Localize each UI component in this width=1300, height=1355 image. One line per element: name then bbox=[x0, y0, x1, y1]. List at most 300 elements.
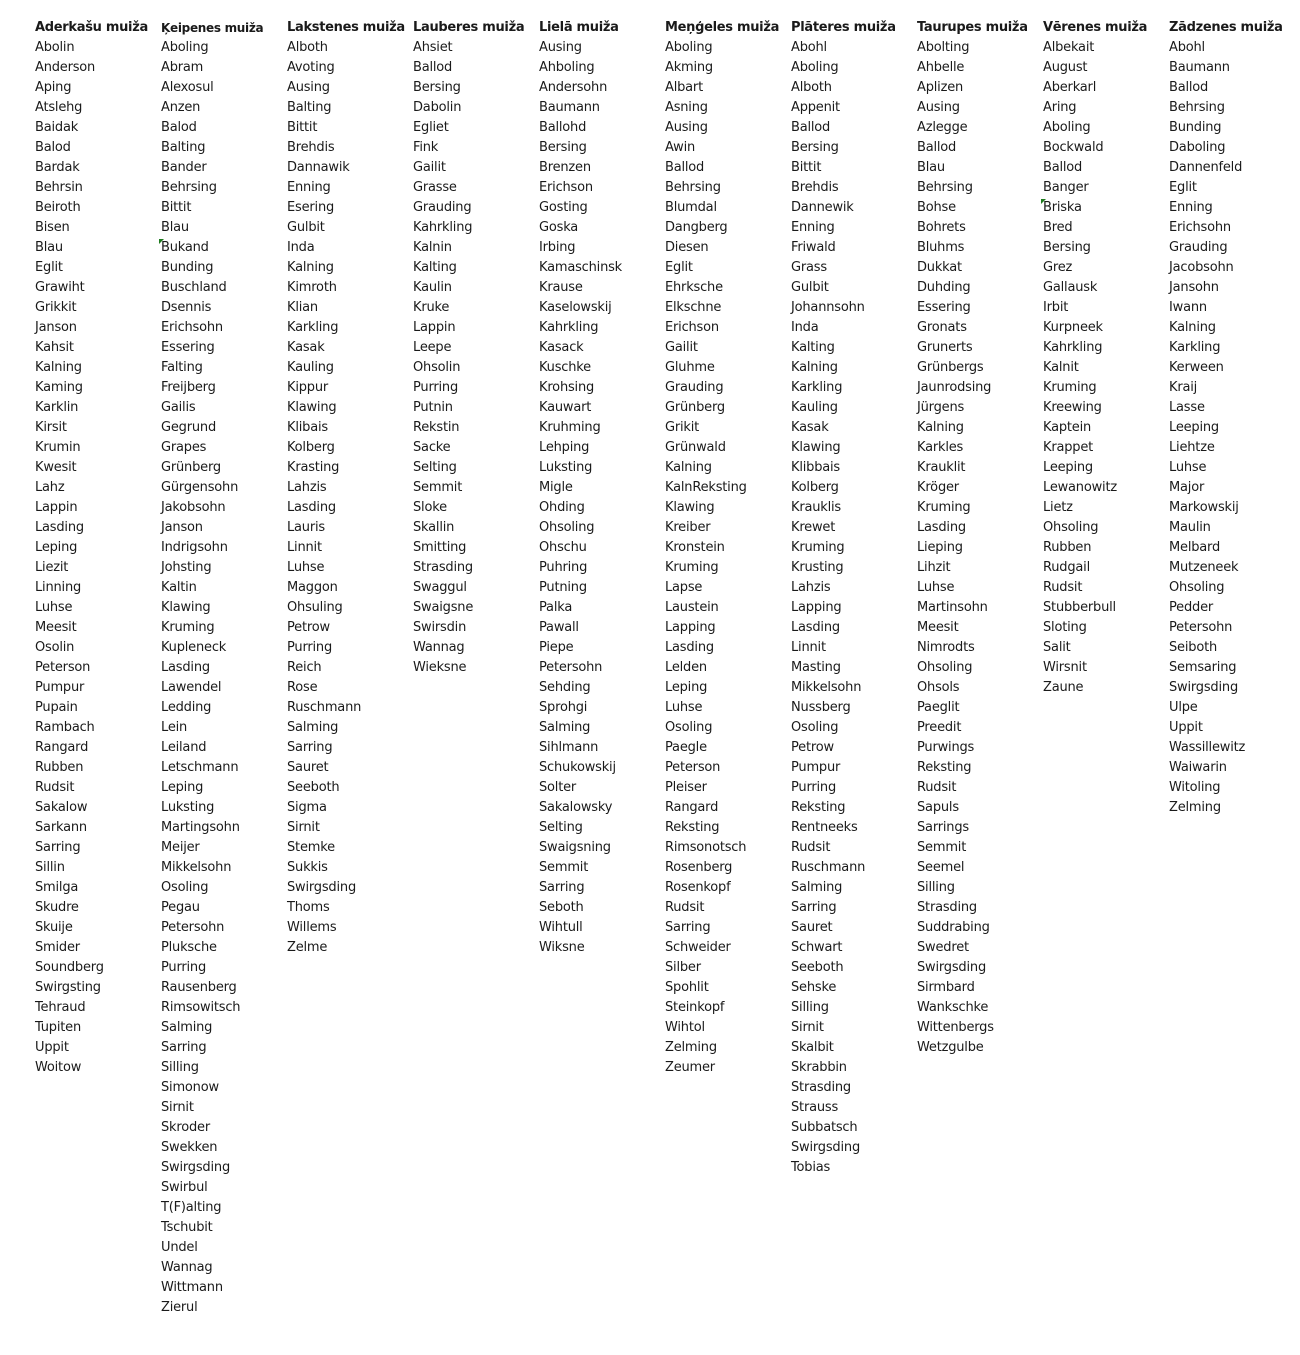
surname-cell[interactable] bbox=[161, 1198, 287, 1218]
surname-cell[interactable] bbox=[161, 1298, 287, 1318]
surname-cell[interactable] bbox=[161, 598, 287, 618]
surname-cell[interactable] bbox=[539, 298, 665, 318]
surname-cell[interactable] bbox=[791, 518, 917, 538]
surname-cell[interactable] bbox=[539, 858, 665, 878]
surname-cell[interactable] bbox=[287, 938, 413, 958]
surname-cell[interactable] bbox=[539, 778, 665, 798]
surname-cell[interactable] bbox=[1169, 778, 1295, 798]
surname-cell[interactable] bbox=[1169, 158, 1295, 178]
surname-cell[interactable] bbox=[665, 518, 791, 538]
surname-cell[interactable] bbox=[1043, 338, 1169, 358]
surname-cell[interactable] bbox=[35, 518, 161, 538]
surname-cell[interactable] bbox=[917, 618, 1043, 638]
surname-cell[interactable] bbox=[35, 758, 161, 778]
surname-cell[interactable] bbox=[161, 1158, 287, 1178]
surname-cell[interactable] bbox=[161, 978, 287, 998]
surname-cell[interactable] bbox=[161, 518, 287, 538]
surname-cell[interactable] bbox=[665, 1018, 791, 1038]
surname-cell[interactable] bbox=[539, 418, 665, 438]
surname-cell[interactable] bbox=[161, 118, 287, 138]
surname-cell[interactable] bbox=[161, 758, 287, 778]
surname-cell[interactable] bbox=[161, 718, 287, 738]
surname-cell[interactable] bbox=[287, 898, 413, 918]
surname-cell[interactable] bbox=[539, 578, 665, 598]
surname-cell[interactable] bbox=[539, 358, 665, 378]
surname-cell[interactable] bbox=[917, 118, 1043, 138]
surname-cell[interactable] bbox=[917, 898, 1043, 918]
surname-cell[interactable] bbox=[791, 1158, 917, 1178]
surname-cell[interactable] bbox=[917, 418, 1043, 438]
surname-cell[interactable] bbox=[1043, 658, 1169, 678]
surname-cell[interactable] bbox=[35, 798, 161, 818]
surname-cell[interactable] bbox=[665, 678, 791, 698]
surname-cell[interactable] bbox=[539, 158, 665, 178]
surname-cell[interactable] bbox=[287, 498, 413, 518]
surname-cell[interactable] bbox=[413, 458, 539, 478]
surname-cell[interactable] bbox=[287, 558, 413, 578]
surname-cell[interactable] bbox=[413, 558, 539, 578]
surname-cell[interactable] bbox=[917, 638, 1043, 658]
surname-cell[interactable] bbox=[287, 918, 413, 938]
surname-cell[interactable] bbox=[1043, 38, 1169, 58]
surname-cell[interactable] bbox=[287, 798, 413, 818]
surname-cell[interactable] bbox=[791, 338, 917, 358]
manor-column-header[interactable]: Meņģeles muiža bbox=[665, 20, 780, 35]
surname-cell[interactable] bbox=[161, 338, 287, 358]
surname-cell[interactable] bbox=[665, 638, 791, 658]
surname-cell[interactable] bbox=[161, 578, 287, 598]
manor-column-header[interactable]: Zādzenes muiža bbox=[1169, 20, 1283, 35]
surname-cell[interactable] bbox=[665, 418, 791, 438]
surname-cell[interactable] bbox=[35, 398, 161, 418]
surname-cell[interactable] bbox=[161, 358, 287, 378]
surname-cell[interactable] bbox=[917, 598, 1043, 618]
surname-cell[interactable] bbox=[917, 778, 1043, 798]
surname-cell[interactable] bbox=[287, 58, 413, 78]
surname-cell[interactable] bbox=[413, 518, 539, 538]
surname-cell[interactable] bbox=[1169, 118, 1295, 138]
surname-cell[interactable] bbox=[1169, 98, 1295, 118]
surname-cell[interactable] bbox=[413, 258, 539, 278]
surname-cell[interactable] bbox=[287, 358, 413, 378]
surname-cell[interactable] bbox=[161, 638, 287, 658]
manor-column-header[interactable]: Lielā muiža bbox=[539, 20, 619, 35]
surname-cell[interactable] bbox=[287, 758, 413, 778]
surname-cell[interactable] bbox=[917, 678, 1043, 698]
surname-cell[interactable] bbox=[917, 738, 1043, 758]
surname-cell[interactable] bbox=[917, 278, 1043, 298]
surname-cell[interactable] bbox=[539, 698, 665, 718]
surname-cell[interactable] bbox=[1043, 318, 1169, 338]
surname-cell[interactable] bbox=[413, 598, 539, 618]
surname-cell[interactable] bbox=[161, 1018, 287, 1038]
surname-cell[interactable] bbox=[287, 858, 413, 878]
surname-cell[interactable] bbox=[665, 398, 791, 418]
surname-cell[interactable] bbox=[917, 978, 1043, 998]
surname-cell[interactable] bbox=[1043, 678, 1169, 698]
surname-cell[interactable] bbox=[1169, 718, 1295, 738]
surname-cell[interactable] bbox=[1169, 258, 1295, 278]
surname-cell[interactable] bbox=[539, 538, 665, 558]
surname-cell[interactable] bbox=[35, 358, 161, 378]
surname-cell[interactable] bbox=[665, 558, 791, 578]
surname-cell[interactable] bbox=[413, 478, 539, 498]
surname-cell[interactable] bbox=[665, 938, 791, 958]
surname-cell[interactable] bbox=[413, 218, 539, 238]
surname-cell[interactable] bbox=[1043, 138, 1169, 158]
surname-cell[interactable] bbox=[287, 818, 413, 838]
surname-cell[interactable] bbox=[35, 258, 161, 278]
surname-cell[interactable] bbox=[287, 278, 413, 298]
surname-cell[interactable] bbox=[161, 918, 287, 938]
surname-cell[interactable] bbox=[1169, 338, 1295, 358]
surname-cell[interactable] bbox=[791, 878, 917, 898]
surname-cell[interactable] bbox=[161, 938, 287, 958]
surname-cell[interactable] bbox=[791, 638, 917, 658]
surname-cell[interactable] bbox=[665, 918, 791, 938]
surname-cell[interactable] bbox=[1169, 458, 1295, 478]
surname-cell[interactable] bbox=[1169, 218, 1295, 238]
surname-cell[interactable] bbox=[917, 518, 1043, 538]
surname-cell[interactable] bbox=[35, 938, 161, 958]
surname-cell[interactable] bbox=[917, 1018, 1043, 1038]
surname-cell[interactable] bbox=[287, 118, 413, 138]
surname-cell[interactable] bbox=[917, 158, 1043, 178]
surname-cell[interactable] bbox=[539, 498, 665, 518]
surname-cell[interactable] bbox=[791, 238, 917, 258]
surname-cell[interactable] bbox=[665, 818, 791, 838]
surname-cell[interactable] bbox=[917, 218, 1043, 238]
surname-cell[interactable] bbox=[917, 498, 1043, 518]
surname-cell[interactable] bbox=[917, 318, 1043, 338]
surname-cell[interactable] bbox=[791, 578, 917, 598]
surname-cell[interactable] bbox=[287, 38, 413, 58]
surname-cell[interactable] bbox=[413, 658, 539, 678]
surname-cell[interactable] bbox=[917, 558, 1043, 578]
surname-cell[interactable] bbox=[665, 278, 791, 298]
surname-cell[interactable] bbox=[413, 438, 539, 458]
surname-cell[interactable] bbox=[539, 318, 665, 338]
surname-cell[interactable] bbox=[791, 618, 917, 638]
surname-cell[interactable] bbox=[413, 58, 539, 78]
surname-cell[interactable] bbox=[791, 678, 917, 698]
surname-cell[interactable] bbox=[791, 78, 917, 98]
surname-cell[interactable] bbox=[1169, 318, 1295, 338]
surname-cell[interactable] bbox=[161, 1058, 287, 1078]
surname-cell[interactable] bbox=[161, 998, 287, 1018]
surname-cell[interactable] bbox=[917, 358, 1043, 378]
surname-cell[interactable] bbox=[1169, 418, 1295, 438]
surname-cell[interactable] bbox=[35, 378, 161, 398]
surname-cell[interactable] bbox=[413, 158, 539, 178]
surname-cell[interactable] bbox=[665, 1038, 791, 1058]
surname-cell[interactable] bbox=[1169, 758, 1295, 778]
surname-cell[interactable] bbox=[161, 438, 287, 458]
surname-cell[interactable] bbox=[791, 778, 917, 798]
surname-cell[interactable] bbox=[917, 718, 1043, 738]
surname-cell[interactable] bbox=[35, 458, 161, 478]
surname-cell[interactable] bbox=[665, 38, 791, 58]
surname-cell[interactable] bbox=[161, 1078, 287, 1098]
surname-cell[interactable] bbox=[161, 58, 287, 78]
surname-cell[interactable] bbox=[665, 58, 791, 78]
surname-cell[interactable] bbox=[1043, 478, 1169, 498]
surname-cell[interactable] bbox=[413, 378, 539, 398]
surname-cell[interactable] bbox=[1169, 238, 1295, 258]
surname-cell[interactable] bbox=[413, 278, 539, 298]
surname-cell[interactable] bbox=[413, 178, 539, 198]
surname-cell[interactable] bbox=[35, 918, 161, 938]
surname-cell[interactable] bbox=[539, 738, 665, 758]
surname-cell[interactable] bbox=[791, 418, 917, 438]
surname-cell[interactable] bbox=[161, 238, 287, 258]
surname-cell[interactable] bbox=[1169, 558, 1295, 578]
surname-cell[interactable] bbox=[791, 978, 917, 998]
surname-cell[interactable] bbox=[161, 78, 287, 98]
surname-cell[interactable] bbox=[539, 878, 665, 898]
surname-cell[interactable] bbox=[539, 558, 665, 578]
surname-cell[interactable] bbox=[287, 678, 413, 698]
surname-cell[interactable] bbox=[35, 738, 161, 758]
surname-cell[interactable] bbox=[287, 698, 413, 718]
surname-cell[interactable] bbox=[1043, 278, 1169, 298]
surname-cell[interactable] bbox=[791, 498, 917, 518]
manor-column-header[interactable]: Vērenes muiža bbox=[1043, 20, 1148, 35]
surname-cell[interactable] bbox=[1043, 398, 1169, 418]
surname-cell[interactable] bbox=[413, 638, 539, 658]
surname-cell[interactable] bbox=[665, 298, 791, 318]
surname-cell[interactable] bbox=[539, 838, 665, 858]
surname-cell[interactable] bbox=[665, 118, 791, 138]
surname-cell[interactable] bbox=[665, 378, 791, 398]
surname-cell[interactable] bbox=[1043, 418, 1169, 438]
surname-cell[interactable] bbox=[791, 818, 917, 838]
surname-cell[interactable] bbox=[539, 258, 665, 278]
surname-cell[interactable] bbox=[665, 898, 791, 918]
surname-cell[interactable] bbox=[161, 1098, 287, 1118]
surname-cell[interactable] bbox=[1169, 358, 1295, 378]
surname-cell[interactable] bbox=[1043, 218, 1169, 238]
surname-cell[interactable] bbox=[1169, 378, 1295, 398]
surname-cell[interactable] bbox=[665, 738, 791, 758]
surname-cell[interactable] bbox=[1169, 178, 1295, 198]
surname-cell[interactable] bbox=[539, 98, 665, 118]
surname-cell[interactable] bbox=[1043, 98, 1169, 118]
surname-cell[interactable] bbox=[791, 998, 917, 1018]
surname-cell[interactable] bbox=[917, 138, 1043, 158]
surname-cell[interactable] bbox=[791, 938, 917, 958]
surname-cell[interactable] bbox=[35, 898, 161, 918]
surname-cell[interactable] bbox=[287, 838, 413, 858]
surname-cell[interactable] bbox=[539, 798, 665, 818]
surname-cell[interactable] bbox=[1169, 518, 1295, 538]
surname-cell[interactable] bbox=[539, 378, 665, 398]
surname-cell[interactable] bbox=[35, 818, 161, 838]
surname-cell[interactable] bbox=[539, 918, 665, 938]
surname-cell[interactable] bbox=[665, 338, 791, 358]
surname-cell[interactable] bbox=[665, 198, 791, 218]
surname-cell[interactable] bbox=[161, 1138, 287, 1158]
comment-indicator-icon[interactable] bbox=[1041, 199, 1046, 204]
surname-cell[interactable] bbox=[665, 878, 791, 898]
surname-cell[interactable] bbox=[791, 58, 917, 78]
surname-cell[interactable] bbox=[1169, 398, 1295, 418]
surname-cell[interactable] bbox=[917, 478, 1043, 498]
surname-cell[interactable] bbox=[791, 458, 917, 478]
surname-cell[interactable] bbox=[665, 838, 791, 858]
surname-cell[interactable] bbox=[539, 138, 665, 158]
surname-cell[interactable] bbox=[1169, 138, 1295, 158]
surname-cell[interactable] bbox=[35, 238, 161, 258]
surname-cell[interactable] bbox=[917, 338, 1043, 358]
surname-cell[interactable] bbox=[35, 278, 161, 298]
surname-cell[interactable] bbox=[791, 158, 917, 178]
surname-cell[interactable] bbox=[791, 718, 917, 738]
surname-cell[interactable] bbox=[917, 858, 1043, 878]
surname-cell[interactable] bbox=[539, 438, 665, 458]
surname-cell[interactable] bbox=[1043, 378, 1169, 398]
surname-cell[interactable] bbox=[1043, 238, 1169, 258]
surname-cell[interactable] bbox=[1169, 498, 1295, 518]
surname-cell[interactable] bbox=[287, 238, 413, 258]
surname-cell[interactable] bbox=[791, 798, 917, 818]
surname-cell[interactable] bbox=[35, 318, 161, 338]
surname-cell[interactable] bbox=[1043, 78, 1169, 98]
surname-cell[interactable] bbox=[1043, 118, 1169, 138]
surname-cell[interactable] bbox=[665, 978, 791, 998]
surname-cell[interactable] bbox=[791, 258, 917, 278]
surname-cell[interactable] bbox=[917, 938, 1043, 958]
surname-cell[interactable] bbox=[35, 958, 161, 978]
surname-cell[interactable] bbox=[413, 398, 539, 418]
surname-cell[interactable] bbox=[539, 718, 665, 738]
surname-cell[interactable] bbox=[287, 258, 413, 278]
surname-cell[interactable] bbox=[161, 798, 287, 818]
surname-cell[interactable] bbox=[665, 78, 791, 98]
surname-cell[interactable] bbox=[35, 1058, 161, 1078]
surname-cell[interactable] bbox=[1169, 698, 1295, 718]
surname-cell[interactable] bbox=[287, 218, 413, 238]
surname-cell[interactable] bbox=[539, 58, 665, 78]
surname-cell[interactable] bbox=[1169, 638, 1295, 658]
surname-cell[interactable] bbox=[1043, 258, 1169, 278]
surname-cell[interactable] bbox=[791, 398, 917, 418]
surname-cell[interactable] bbox=[35, 978, 161, 998]
surname-cell[interactable] bbox=[35, 638, 161, 658]
surname-cell[interactable] bbox=[917, 398, 1043, 418]
surname-cell[interactable] bbox=[287, 418, 413, 438]
surname-cell[interactable] bbox=[539, 218, 665, 238]
manor-column-header[interactable]: Lauberes muiža bbox=[413, 20, 525, 35]
surname-cell[interactable] bbox=[791, 738, 917, 758]
surname-cell[interactable] bbox=[35, 1038, 161, 1058]
surname-cell[interactable] bbox=[917, 918, 1043, 938]
surname-cell[interactable] bbox=[791, 38, 917, 58]
surname-cell[interactable] bbox=[791, 98, 917, 118]
surname-cell[interactable] bbox=[665, 178, 791, 198]
surname-cell[interactable] bbox=[161, 1178, 287, 1198]
surname-cell[interactable] bbox=[917, 198, 1043, 218]
surname-cell[interactable] bbox=[35, 98, 161, 118]
surname-cell[interactable] bbox=[287, 478, 413, 498]
surname-cell[interactable] bbox=[917, 838, 1043, 858]
surname-cell[interactable] bbox=[917, 58, 1043, 78]
surname-cell[interactable] bbox=[665, 358, 791, 378]
surname-cell[interactable] bbox=[287, 778, 413, 798]
surname-cell[interactable] bbox=[287, 538, 413, 558]
surname-cell[interactable] bbox=[791, 298, 917, 318]
surname-cell[interactable] bbox=[917, 298, 1043, 318]
surname-cell[interactable] bbox=[413, 198, 539, 218]
surname-cell[interactable] bbox=[791, 898, 917, 918]
surname-cell[interactable] bbox=[35, 1018, 161, 1038]
surname-cell[interactable] bbox=[665, 318, 791, 338]
surname-cell[interactable] bbox=[35, 538, 161, 558]
surname-cell[interactable] bbox=[791, 1078, 917, 1098]
surname-cell[interactable] bbox=[665, 998, 791, 1018]
surname-cell[interactable] bbox=[917, 378, 1043, 398]
surname-cell[interactable] bbox=[161, 98, 287, 118]
surname-cell[interactable] bbox=[1043, 158, 1169, 178]
surname-cell[interactable] bbox=[791, 1098, 917, 1118]
surname-cell[interactable] bbox=[35, 998, 161, 1018]
surname-cell[interactable] bbox=[791, 658, 917, 678]
surname-cell[interactable] bbox=[35, 338, 161, 358]
surname-cell[interactable] bbox=[539, 758, 665, 778]
surname-cell[interactable] bbox=[1169, 738, 1295, 758]
surname-cell[interactable] bbox=[1169, 278, 1295, 298]
surname-cell[interactable] bbox=[665, 218, 791, 238]
surname-cell[interactable] bbox=[287, 598, 413, 618]
surname-cell[interactable] bbox=[665, 258, 791, 278]
surname-cell[interactable] bbox=[161, 878, 287, 898]
surname-cell[interactable] bbox=[35, 138, 161, 158]
surname-cell[interactable] bbox=[287, 98, 413, 118]
surname-cell[interactable] bbox=[791, 278, 917, 298]
surname-cell[interactable] bbox=[539, 38, 665, 58]
surname-cell[interactable] bbox=[161, 278, 287, 298]
surname-cell[interactable] bbox=[413, 418, 539, 438]
surname-cell[interactable] bbox=[413, 98, 539, 118]
surname-cell[interactable] bbox=[413, 138, 539, 158]
surname-cell[interactable] bbox=[161, 498, 287, 518]
surname-cell[interactable] bbox=[791, 1058, 917, 1078]
surname-cell[interactable] bbox=[917, 758, 1043, 778]
surname-cell[interactable] bbox=[791, 118, 917, 138]
surname-cell[interactable] bbox=[1169, 198, 1295, 218]
surname-cell[interactable] bbox=[665, 158, 791, 178]
surname-cell[interactable] bbox=[791, 918, 917, 938]
surname-cell[interactable] bbox=[665, 598, 791, 618]
surname-cell[interactable] bbox=[539, 278, 665, 298]
surname-cell[interactable] bbox=[1043, 458, 1169, 478]
surname-cell[interactable] bbox=[35, 618, 161, 638]
surname-cell[interactable] bbox=[539, 618, 665, 638]
surname-cell[interactable] bbox=[1043, 638, 1169, 658]
surname-cell[interactable] bbox=[35, 198, 161, 218]
surname-cell[interactable] bbox=[665, 718, 791, 738]
surname-cell[interactable] bbox=[791, 1018, 917, 1038]
surname-cell[interactable] bbox=[161, 38, 287, 58]
surname-cell[interactable] bbox=[1043, 578, 1169, 598]
surname-cell[interactable] bbox=[161, 618, 287, 638]
surname-cell[interactable] bbox=[35, 858, 161, 878]
surname-cell[interactable] bbox=[917, 238, 1043, 258]
surname-cell[interactable] bbox=[287, 878, 413, 898]
surname-cell[interactable] bbox=[917, 538, 1043, 558]
manor-column-header[interactable]: Aderkašu muiža bbox=[35, 20, 148, 35]
surname-cell[interactable] bbox=[1043, 538, 1169, 558]
